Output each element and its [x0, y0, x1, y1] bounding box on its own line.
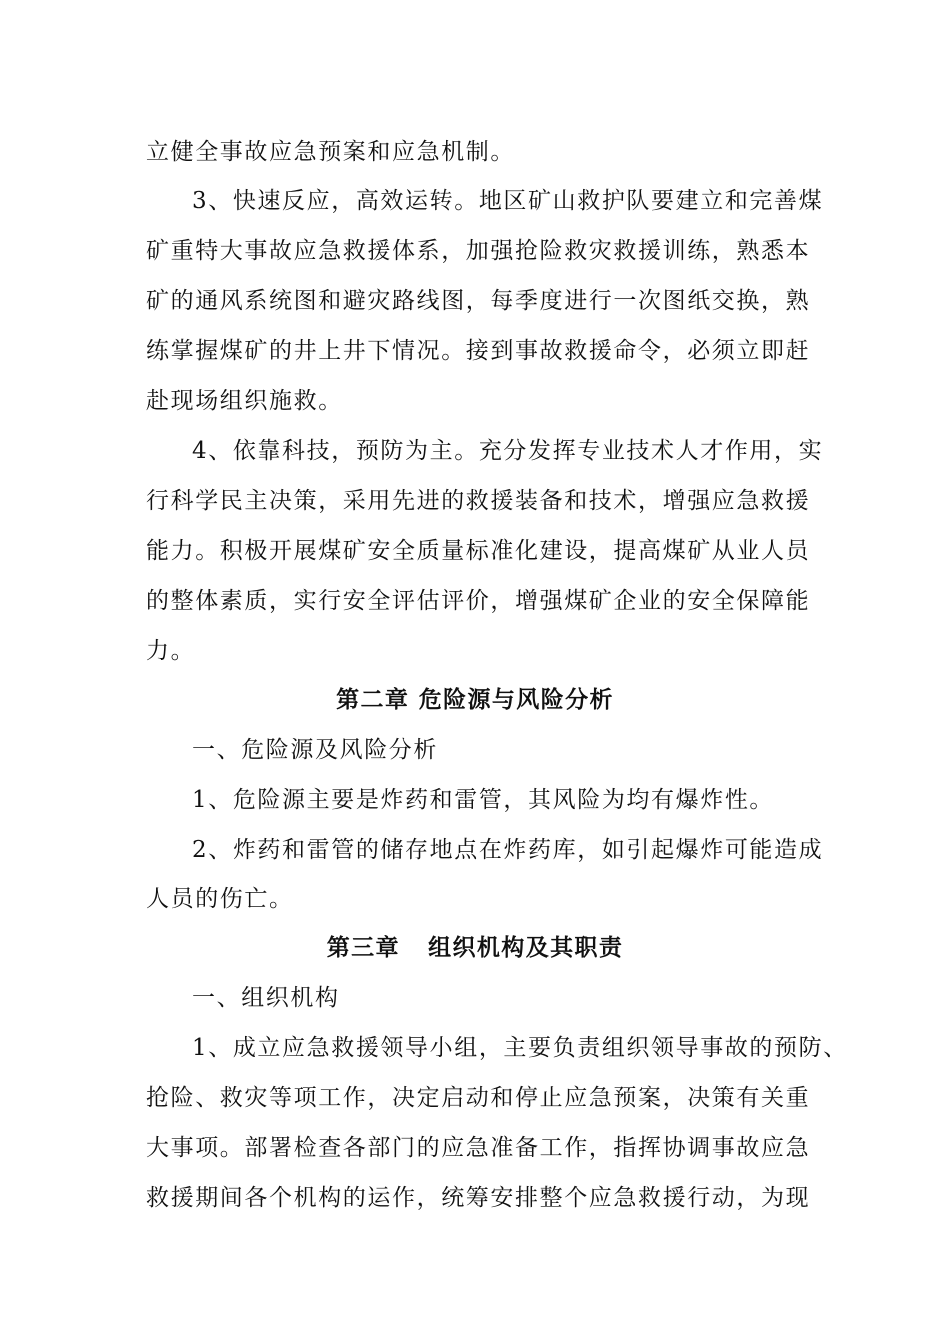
- section-heading: 一、危险源及风险分析: [192, 737, 438, 763]
- section-heading: 一、组织机构: [192, 985, 340, 1011]
- paragraph-line: 1、成立应急救援领导小组，主要负责组织领导事故的预防、: [192, 1035, 848, 1061]
- paragraph-line: 立健全事故应急预案和应急机制。: [146, 139, 515, 165]
- paragraph-line: 2、炸药和雷管的储存地点在炸药库，如引起爆炸可能造成: [192, 837, 824, 863]
- paragraph-line: 抢险、救灾等项工作，决定启动和停止应急预案，决策有关重: [146, 1085, 811, 1111]
- paragraph-line: 赴现场组织施救。: [146, 388, 343, 414]
- chapter-heading: 第二章 危险源与风险分析: [336, 687, 614, 713]
- paragraph-line: 矿的通风系统图和避灾路线图，每季度进行一次图纸交换，熟: [146, 288, 811, 314]
- paragraph-line: 1、危险源主要是炸药和雷管，其风险为均有爆炸性。: [192, 787, 775, 813]
- paragraph-line: 能力。积极开展煤矿安全质量标准化建设，提高煤矿从业人员: [146, 538, 811, 564]
- paragraph-line: 人员的伤亡。: [146, 886, 294, 912]
- paragraph-line: 力。: [146, 638, 196, 664]
- paragraph-line: 练掌握煤矿的井上井下情况。接到事故救援命令，必须立即赶: [146, 338, 811, 364]
- paragraph-line: 4、依靠科技，预防为主。充分发挥专业技术人才作用，实: [192, 438, 824, 464]
- paragraph-line: 3、快速反应，高效运转。地区矿山救护队要建立和完善煤: [192, 188, 824, 214]
- paragraph-line: 矿重特大事故应急救援体系，加强抢险救灾救援训练，熟悉本: [146, 238, 811, 264]
- chapter-heading: 第三章 组织机构及其职责: [326, 935, 624, 961]
- paragraph-line: 行科学民主决策，采用先进的救援装备和技术，增强应急救援: [146, 488, 811, 514]
- paragraph-line: 救援期间各个机构的运作，统筹安排整个应急救援行动，为现: [146, 1185, 811, 1211]
- paragraph-line: 大事项。部署检查各部门的应急准备工作，指挥协调事故应急: [146, 1135, 811, 1161]
- paragraph-line: 的整体素质，实行安全评估评价，增强煤矿企业的安全保障能: [146, 588, 811, 614]
